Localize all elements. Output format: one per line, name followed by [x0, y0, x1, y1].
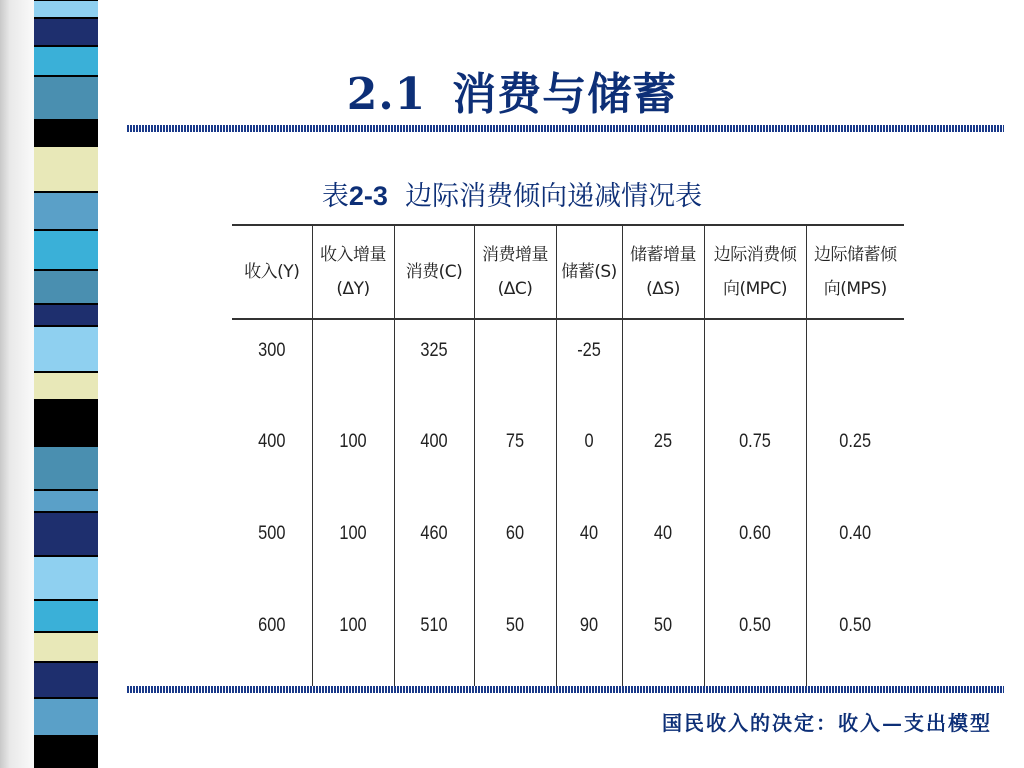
table-cell: 460 — [400, 503, 469, 595]
table-cell — [628, 319, 699, 411]
column-header-line: 消费(C) — [405, 262, 463, 282]
table-cell: 25 — [628, 411, 699, 503]
caption-number: 2-3 — [348, 181, 388, 211]
strip-block — [34, 230, 98, 270]
strip-block — [34, 18, 98, 46]
column-header-line: 边际储蓄倾 — [814, 245, 897, 265]
strip-block — [34, 120, 98, 146]
table-cell: 0.50 — [813, 595, 897, 687]
table-cell: 0.50 — [711, 595, 799, 687]
strip-block — [34, 400, 98, 446]
table-row — [232, 503, 904, 595]
column-header-line: 储蓄(S) — [561, 262, 617, 282]
table-cell: 325 — [400, 319, 469, 411]
column-header-line: 向(MPC) — [722, 279, 788, 299]
table-cell: 600 — [238, 595, 307, 687]
bottom-divider — [127, 686, 1004, 693]
column-header-line: 消费增量 — [482, 245, 548, 265]
data-table — [232, 224, 904, 688]
table-caption — [0, 174, 1024, 213]
table-cell: 0 — [561, 411, 618, 503]
table-body — [232, 319, 904, 687]
table-cell: 60 — [480, 503, 551, 595]
table-cell: 0.25 — [839, 431, 872, 452]
table-cell: 0.60 — [711, 503, 799, 595]
table-row — [232, 319, 904, 411]
strip-block — [34, 304, 98, 326]
strip-block — [34, 490, 98, 512]
table-cell: 75 — [480, 411, 551, 503]
strip-block — [34, 600, 98, 632]
table-row — [232, 411, 904, 503]
column-header-line: (ΔY) — [336, 279, 370, 299]
table-cell — [480, 319, 551, 411]
strip-block — [34, 270, 98, 304]
column-header-line: 储蓄增量 — [630, 245, 696, 265]
strip-block — [34, 372, 98, 400]
column-header — [312, 225, 394, 319]
table-cell: 500 — [238, 503, 307, 595]
column-header-line: 边际消费倾 — [713, 245, 797, 265]
table-cell: 0.75 — [711, 411, 799, 503]
table-cell: 100 — [318, 503, 389, 595]
column-header-line: 收入增量 — [320, 245, 386, 265]
caption-prefix: 表 — [321, 181, 349, 212]
table-cell: 50 — [628, 595, 699, 687]
strip-block — [34, 0, 98, 18]
table-cell — [813, 319, 897, 411]
strip-block — [34, 736, 98, 768]
table-cell: 300 — [238, 319, 307, 411]
table-cell: 0.40 — [839, 523, 872, 544]
table-cell: 510 — [400, 595, 469, 687]
column-header-line: (ΔC) — [497, 279, 533, 299]
table-cell: 100 — [318, 595, 389, 687]
strip-block — [34, 512, 98, 556]
table-cell: 400 — [400, 411, 469, 503]
column-header — [622, 225, 704, 319]
table-cell: 40 — [628, 503, 699, 595]
table-cell: 100 — [318, 411, 389, 503]
column-header-line: 向(MPS) — [823, 279, 887, 299]
column-header — [556, 225, 622, 319]
top-divider — [127, 125, 1004, 132]
table-cell: -25 — [561, 319, 618, 411]
table-cell — [318, 319, 389, 411]
section-number: 2.1 — [346, 69, 427, 120]
column-header-line: (ΔS) — [646, 279, 680, 299]
caption-text: 边际消费倾向递减情况表 — [405, 181, 703, 212]
column-header — [474, 225, 556, 319]
column-header-line: 收入(Y) — [244, 262, 300, 282]
table-cell: 50 — [480, 595, 551, 687]
table-row — [232, 595, 904, 687]
strip-block — [34, 556, 98, 600]
table-cell: 40 — [561, 503, 618, 595]
slide-title — [0, 58, 1024, 122]
table-cell: 400 — [238, 411, 307, 503]
strip-block — [34, 662, 98, 698]
table-cell: 90 — [561, 595, 618, 687]
strip-block — [34, 446, 98, 490]
column-header — [232, 225, 312, 319]
strip-block — [34, 632, 98, 662]
section-title: 消费与储蓄 — [452, 69, 678, 120]
column-header — [394, 225, 474, 319]
strip-block — [34, 326, 98, 372]
table-header-row — [232, 225, 904, 319]
table-cell — [711, 319, 799, 411]
footer-text: 国民收入的决定：收入—支出模型 — [662, 711, 992, 735]
column-header — [704, 225, 806, 319]
strip-block — [34, 698, 98, 736]
column-header — [806, 225, 904, 319]
